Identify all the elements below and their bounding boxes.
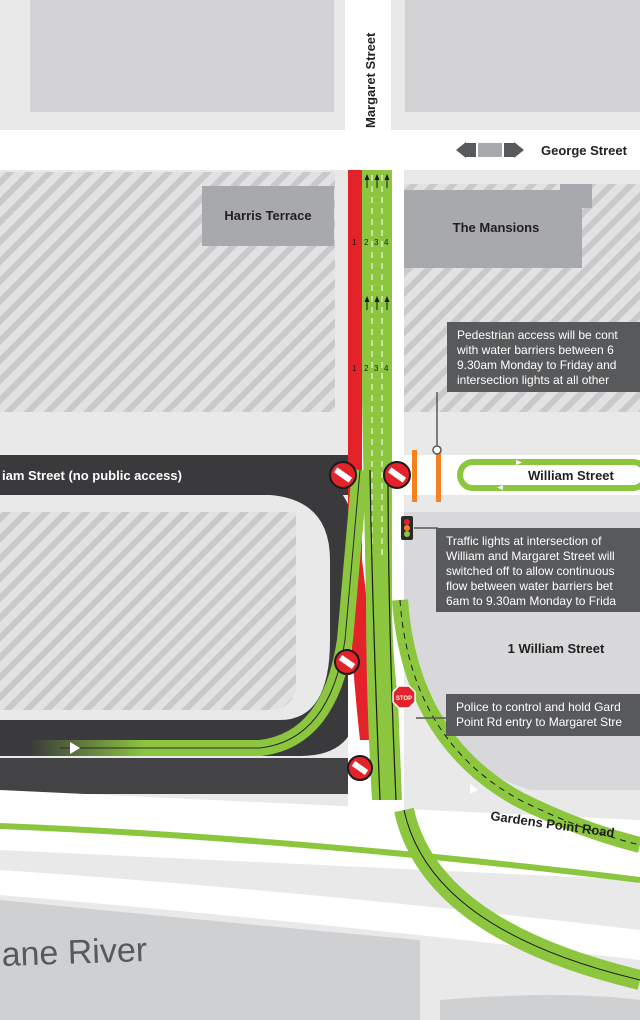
- no-entry-sign: [330, 462, 356, 488]
- lane-number: 3: [374, 364, 379, 373]
- hatched-block-southwest: [0, 512, 296, 710]
- gardens-point-road-label: Gardens Point Road: [489, 808, 616, 841]
- harris-terrace-label: Harris Terrace: [224, 208, 312, 223]
- water-barrier: [412, 450, 417, 502]
- traffic-light-icon: [401, 516, 413, 540]
- callout-line: Point Rd entry to Margaret Stre: [456, 715, 623, 729]
- river-label: ane River: [0, 930, 148, 974]
- william-street-west-label: iam Street (no public access): [2, 468, 182, 483]
- callout-line: 9.30am Monday to Friday and: [457, 358, 617, 372]
- city-block-nw: [30, 0, 334, 112]
- traffic-lights-callout: [436, 528, 640, 612]
- callout-line: William and Margaret Street will: [446, 549, 615, 563]
- no-entry-sign: [335, 650, 359, 674]
- lane-number: 4: [384, 364, 389, 373]
- no-entry-sign: [348, 756, 372, 780]
- callout-line: Police to control and hold Gard: [456, 700, 621, 714]
- william-street-east-label: William Street: [528, 468, 614, 483]
- the-mansions-label: The Mansions: [452, 220, 540, 235]
- margaret-street-label: Margaret Street: [363, 32, 378, 128]
- one-william-label: 1 William Street: [507, 641, 605, 656]
- lane-number: 3: [374, 238, 379, 247]
- callout-line: flow between water barriers bet: [446, 579, 613, 593]
- lane-number: 1: [352, 364, 357, 373]
- no-entry-sign: [384, 462, 410, 488]
- lane-number: 1: [352, 238, 357, 247]
- callout-line: switched off to allow continuous: [446, 564, 615, 578]
- city-block-ne: [405, 0, 640, 112]
- callout-line: with water barriers between 6: [457, 343, 614, 357]
- two-way-arrow-icon: [456, 142, 524, 158]
- callout-line: Traffic lights at intersection of: [446, 534, 602, 548]
- callout-line: intersection lights at all other: [457, 373, 610, 387]
- police-control-callout: [446, 694, 640, 736]
- callout-line: Pedestrian access will be cont: [457, 328, 618, 342]
- lane-number: 4: [384, 238, 389, 247]
- pedestrian-access-callout: [447, 322, 640, 392]
- water-barrier: [436, 450, 441, 502]
- lane-number: 2: [364, 238, 369, 247]
- george-street-label: George Street: [541, 143, 627, 158]
- dark-road-south: [0, 758, 360, 794]
- stop-sign-text: STOP: [395, 696, 413, 702]
- callout-pin: [433, 446, 441, 454]
- callout-line: 6am to 9.30am Monday to Frida: [446, 594, 617, 608]
- lane-number: 2: [364, 364, 369, 373]
- river-bank-east: [440, 995, 640, 1020]
